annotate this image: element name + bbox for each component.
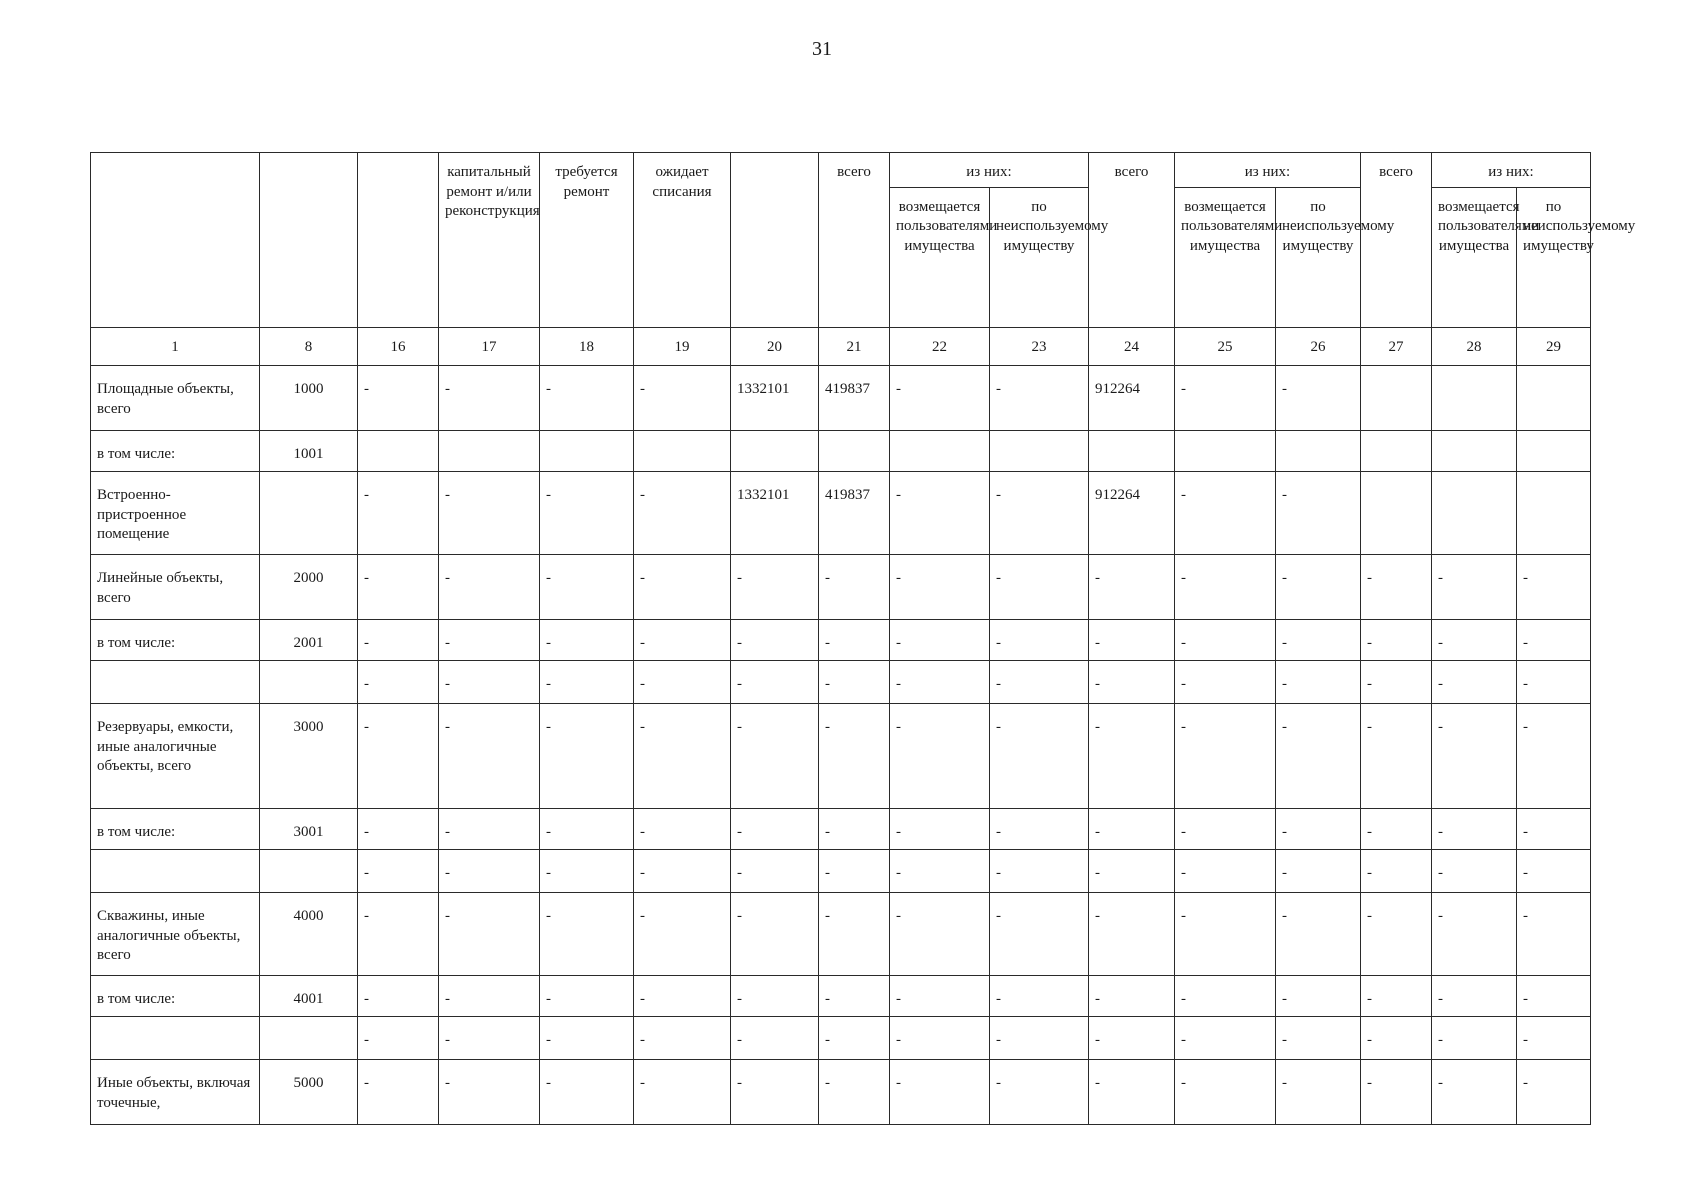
value-cell: -: [1361, 661, 1432, 704]
header-col-17: капитальный ремонт и/или реконструкция: [439, 153, 540, 328]
value-cell: -: [634, 893, 731, 976]
value-cell: -: [1517, 555, 1591, 620]
row-code-cell: 4000: [260, 893, 358, 976]
value-cell: -: [1276, 976, 1361, 1017]
value-cell: [1432, 431, 1517, 472]
value-cell: -: [1276, 1060, 1361, 1125]
value-cell: -: [1175, 850, 1276, 893]
row-name-cell: в том числе:: [91, 620, 260, 661]
value-cell: -: [358, 1017, 439, 1060]
value-cell: 419837: [819, 472, 890, 555]
column-number-cell: 17: [439, 327, 540, 366]
header-col-21: всего: [819, 153, 890, 328]
value-cell: -: [1089, 809, 1175, 850]
column-number-cell: 8: [260, 327, 358, 366]
value-cell: -: [731, 1017, 819, 1060]
row-name-cell: Иные объекты, включая точечные,: [91, 1060, 260, 1125]
value-cell: [1361, 431, 1432, 472]
value-cell: -: [1517, 1017, 1591, 1060]
value-cell: [1517, 366, 1591, 431]
value-cell: -: [731, 893, 819, 976]
row-code-cell: 1001: [260, 431, 358, 472]
row-name-cell: Площадные объекты, всего: [91, 366, 260, 431]
value-cell: -: [1276, 366, 1361, 431]
value-cell: -: [1432, 809, 1517, 850]
table-row: [91, 431, 1591, 472]
value-cell: 419837: [819, 366, 890, 431]
value-cell: -: [358, 1060, 439, 1125]
value-cell: -: [540, 620, 634, 661]
value-cell: -: [1089, 555, 1175, 620]
value-cell: -: [540, 704, 634, 809]
value-cell: [1517, 472, 1591, 555]
value-cell: -: [1361, 850, 1432, 893]
value-cell: -: [890, 661, 990, 704]
value-cell: -: [1517, 893, 1591, 976]
value-cell: -: [540, 472, 634, 555]
value-cell: -: [439, 620, 540, 661]
value-cell: -: [634, 661, 731, 704]
value-cell: -: [634, 976, 731, 1017]
value-cell: -: [1175, 620, 1276, 661]
value-cell: -: [358, 893, 439, 976]
value-cell: -: [1089, 704, 1175, 809]
value-cell: -: [990, 620, 1089, 661]
row-name-cell: Линейные объекты, всего: [91, 555, 260, 620]
header-col-29: по неиспользуемому имуществу: [1517, 187, 1591, 327]
table-row: [91, 1017, 1591, 1060]
header-col-27: всего: [1361, 153, 1432, 328]
value-cell: -: [1432, 555, 1517, 620]
value-cell: -: [1089, 976, 1175, 1017]
value-cell: -: [540, 850, 634, 893]
value-cell: 912264: [1089, 366, 1175, 431]
value-cell: -: [358, 366, 439, 431]
header-col-18: требуется ремонт: [540, 153, 634, 328]
row-name-cell: Скважины, иные аналогичные объекты, всего: [91, 893, 260, 976]
value-cell: -: [634, 809, 731, 850]
row-name-cell: в том числе:: [91, 431, 260, 472]
value-cell: [1432, 366, 1517, 431]
value-cell: -: [731, 704, 819, 809]
value-cell: -: [1175, 1060, 1276, 1125]
value-cell: -: [1175, 976, 1276, 1017]
value-cell: -: [990, 366, 1089, 431]
value-cell: -: [990, 1060, 1089, 1125]
table-row: [91, 976, 1591, 1017]
value-cell: -: [439, 976, 540, 1017]
row-name-cell: Встроенно-пристроенное помещение: [91, 472, 260, 555]
value-cell: -: [1432, 1017, 1517, 1060]
value-cell: -: [990, 1017, 1089, 1060]
row-code-cell: 2000: [260, 555, 358, 620]
column-number-cell: 25: [1175, 327, 1276, 366]
value-cell: [1361, 366, 1432, 431]
value-cell: -: [1276, 809, 1361, 850]
value-cell: -: [1175, 555, 1276, 620]
table-row: [91, 809, 1591, 850]
row-code-cell: 4001: [260, 976, 358, 1017]
value-cell: -: [358, 555, 439, 620]
value-cell: -: [819, 1017, 890, 1060]
column-number-cell: 29: [1517, 327, 1591, 366]
value-cell: -: [634, 1060, 731, 1125]
value-cell: [1089, 431, 1175, 472]
value-cell: 1332101: [731, 472, 819, 555]
value-cell: -: [540, 976, 634, 1017]
value-cell: -: [731, 555, 819, 620]
value-cell: [1361, 472, 1432, 555]
value-cell: -: [819, 976, 890, 1017]
row-code-cell: 2001: [260, 620, 358, 661]
value-cell: -: [1175, 472, 1276, 555]
value-cell: -: [1361, 1060, 1432, 1125]
value-cell: -: [634, 472, 731, 555]
value-cell: -: [731, 1060, 819, 1125]
value-cell: -: [890, 850, 990, 893]
value-cell: -: [439, 809, 540, 850]
value-cell: -: [1361, 620, 1432, 661]
page-number: 31: [812, 38, 832, 60]
value-cell: -: [1276, 704, 1361, 809]
table-row: [91, 1060, 1591, 1125]
row-code-cell: [260, 1017, 358, 1060]
value-cell: -: [890, 472, 990, 555]
table-row: [91, 893, 1591, 976]
header-col-22: возмещается пользователями имущества: [890, 187, 990, 327]
value-cell: -: [1432, 850, 1517, 893]
column-number-cell: 26: [1276, 327, 1361, 366]
value-cell: [634, 431, 731, 472]
column-number-row: [91, 327, 1591, 366]
value-cell: -: [1432, 704, 1517, 809]
value-cell: -: [1517, 661, 1591, 704]
value-cell: -: [890, 704, 990, 809]
value-cell: -: [358, 620, 439, 661]
header-group-22-23: из них:: [890, 153, 1089, 188]
value-cell: -: [1089, 1060, 1175, 1125]
value-cell: -: [1361, 704, 1432, 809]
value-cell: -: [1361, 976, 1432, 1017]
value-cell: -: [358, 976, 439, 1017]
value-cell: -: [990, 850, 1089, 893]
value-cell: -: [540, 1017, 634, 1060]
value-cell: -: [634, 366, 731, 431]
value-cell: -: [819, 1060, 890, 1125]
value-cell: -: [1361, 555, 1432, 620]
value-cell: -: [1517, 809, 1591, 850]
value-cell: -: [890, 555, 990, 620]
value-cell: -: [358, 704, 439, 809]
value-cell: [731, 431, 819, 472]
value-cell: -: [540, 366, 634, 431]
value-cell: -: [1276, 1017, 1361, 1060]
value-cell: -: [358, 472, 439, 555]
value-cell: -: [1089, 661, 1175, 704]
column-number-cell: 23: [990, 327, 1089, 366]
value-cell: -: [540, 1060, 634, 1125]
value-cell: -: [1432, 976, 1517, 1017]
value-cell: -: [439, 366, 540, 431]
value-cell: -: [890, 976, 990, 1017]
value-cell: -: [1517, 620, 1591, 661]
header-col-16: [358, 153, 439, 328]
value-cell: [890, 431, 990, 472]
property-report-table: [90, 152, 1636, 1125]
header-group-25-26: из них:: [1175, 153, 1361, 188]
header-col-25: возмещается пользователями имущества: [1175, 187, 1276, 327]
value-cell: 1332101: [731, 366, 819, 431]
column-number-cell: 21: [819, 327, 890, 366]
value-cell: -: [439, 704, 540, 809]
row-code-cell: [260, 472, 358, 555]
value-cell: -: [1276, 661, 1361, 704]
value-cell: -: [731, 809, 819, 850]
value-cell: [358, 431, 439, 472]
value-cell: -: [634, 1017, 731, 1060]
value-cell: [1175, 431, 1276, 472]
value-cell: -: [819, 555, 890, 620]
value-cell: -: [890, 1017, 990, 1060]
value-cell: -: [439, 1017, 540, 1060]
value-cell: -: [819, 704, 890, 809]
header-group-28-29: из них:: [1432, 153, 1591, 188]
column-number-cell: 22: [890, 327, 990, 366]
column-number-cell: 24: [1089, 327, 1175, 366]
header-col-28: возмещается пользователями имущества: [1432, 187, 1517, 327]
value-cell: -: [1361, 809, 1432, 850]
value-cell: -: [731, 620, 819, 661]
value-cell: -: [1089, 850, 1175, 893]
row-name-cell: Резервуары, емкости, иные аналогичные объекты, всего: [91, 704, 260, 809]
value-cell: -: [990, 893, 1089, 976]
value-cell: -: [540, 661, 634, 704]
value-cell: -: [990, 555, 1089, 620]
row-name-cell: в том числе:: [91, 976, 260, 1017]
value-cell: -: [819, 620, 890, 661]
value-cell: -: [358, 661, 439, 704]
value-cell: -: [1175, 366, 1276, 431]
column-number-cell: 28: [1432, 327, 1517, 366]
value-cell: -: [1175, 661, 1276, 704]
value-cell: -: [1517, 704, 1591, 809]
value-cell: -: [1175, 809, 1276, 850]
value-cell: -: [1175, 893, 1276, 976]
value-cell: -: [634, 555, 731, 620]
value-cell: -: [819, 661, 890, 704]
table-row: [91, 661, 1591, 704]
value-cell: -: [1276, 850, 1361, 893]
value-cell: -: [890, 366, 990, 431]
value-cell: -: [439, 850, 540, 893]
value-cell: -: [990, 976, 1089, 1017]
value-cell: -: [1276, 472, 1361, 555]
value-cell: -: [439, 555, 540, 620]
table-row: [91, 472, 1591, 555]
column-number-cell: 19: [634, 327, 731, 366]
column-number-cell: 20: [731, 327, 819, 366]
value-cell: -: [1276, 555, 1361, 620]
value-cell: -: [1089, 620, 1175, 661]
value-cell: -: [1276, 893, 1361, 976]
row-name-cell: в том числе:: [91, 809, 260, 850]
value-cell: [540, 431, 634, 472]
value-cell: -: [1432, 893, 1517, 976]
header-col-19: ожидает списания: [634, 153, 731, 328]
value-cell: [439, 431, 540, 472]
value-cell: -: [439, 1060, 540, 1125]
value-cell: 912264: [1089, 472, 1175, 555]
table-header: [91, 153, 1636, 366]
row-code-cell: 3001: [260, 809, 358, 850]
table-row: [91, 555, 1591, 620]
value-cell: -: [439, 893, 540, 976]
value-cell: -: [990, 661, 1089, 704]
value-cell: -: [1175, 704, 1276, 809]
header-row-1: [91, 153, 1591, 188]
value-cell: [1432, 472, 1517, 555]
header-col-8: [260, 153, 358, 328]
value-cell: -: [358, 850, 439, 893]
value-cell: -: [1517, 976, 1591, 1017]
column-number-cell: 27: [1361, 327, 1432, 366]
value-cell: -: [540, 555, 634, 620]
column-number-cell: 1: [91, 327, 260, 366]
value-cell: -: [1517, 850, 1591, 893]
value-cell: -: [890, 1060, 990, 1125]
value-cell: -: [1175, 1017, 1276, 1060]
value-cell: -: [358, 809, 439, 850]
row-code-cell: [260, 850, 358, 893]
value-cell: -: [1432, 620, 1517, 661]
table-body: [91, 366, 1591, 1125]
value-cell: -: [439, 472, 540, 555]
value-cell: -: [540, 893, 634, 976]
column-number-cell: 18: [540, 327, 634, 366]
value-cell: [819, 431, 890, 472]
value-cell: -: [634, 704, 731, 809]
column-number-cell: 16: [358, 327, 439, 366]
value-cell: -: [1361, 893, 1432, 976]
value-cell: -: [990, 472, 1089, 555]
value-cell: -: [819, 809, 890, 850]
table-row: [91, 620, 1591, 661]
value-cell: -: [1276, 620, 1361, 661]
value-cell: -: [731, 661, 819, 704]
value-cell: -: [731, 850, 819, 893]
value-cell: [1517, 431, 1591, 472]
table-row: [91, 704, 1591, 809]
value-cell: -: [890, 893, 990, 976]
value-cell: -: [439, 661, 540, 704]
header-col-24: всего: [1089, 153, 1175, 328]
value-cell: -: [890, 809, 990, 850]
header-col-20: [731, 153, 819, 328]
value-cell: -: [1432, 1060, 1517, 1125]
header-col-26: по неиспользуемому имуществу: [1276, 187, 1361, 327]
value-cell: -: [540, 809, 634, 850]
row-name-cell: [91, 850, 260, 893]
value-cell: -: [731, 976, 819, 1017]
value-cell: -: [990, 704, 1089, 809]
value-cell: -: [634, 850, 731, 893]
row-code-cell: 1000: [260, 366, 358, 431]
row-code-cell: [260, 661, 358, 704]
value-cell: [1276, 431, 1361, 472]
header-col-1: [91, 153, 260, 328]
row-code-cell: 3000: [260, 704, 358, 809]
table-row: [91, 850, 1591, 893]
value-cell: -: [1361, 1017, 1432, 1060]
value-cell: -: [1517, 1060, 1591, 1125]
value-cell: -: [1432, 661, 1517, 704]
header-col-23: по неиспользуемому имуществу: [990, 187, 1089, 327]
value-cell: -: [819, 893, 890, 976]
value-cell: -: [1089, 1017, 1175, 1060]
row-code-cell: 5000: [260, 1060, 358, 1125]
value-cell: [990, 431, 1089, 472]
table-row: [91, 366, 1591, 431]
value-cell: -: [1089, 893, 1175, 976]
value-cell: -: [819, 850, 890, 893]
value-cell: -: [990, 809, 1089, 850]
value-cell: -: [890, 620, 990, 661]
row-name-cell: [91, 1017, 260, 1060]
value-cell: -: [634, 620, 731, 661]
row-name-cell: [91, 661, 260, 704]
